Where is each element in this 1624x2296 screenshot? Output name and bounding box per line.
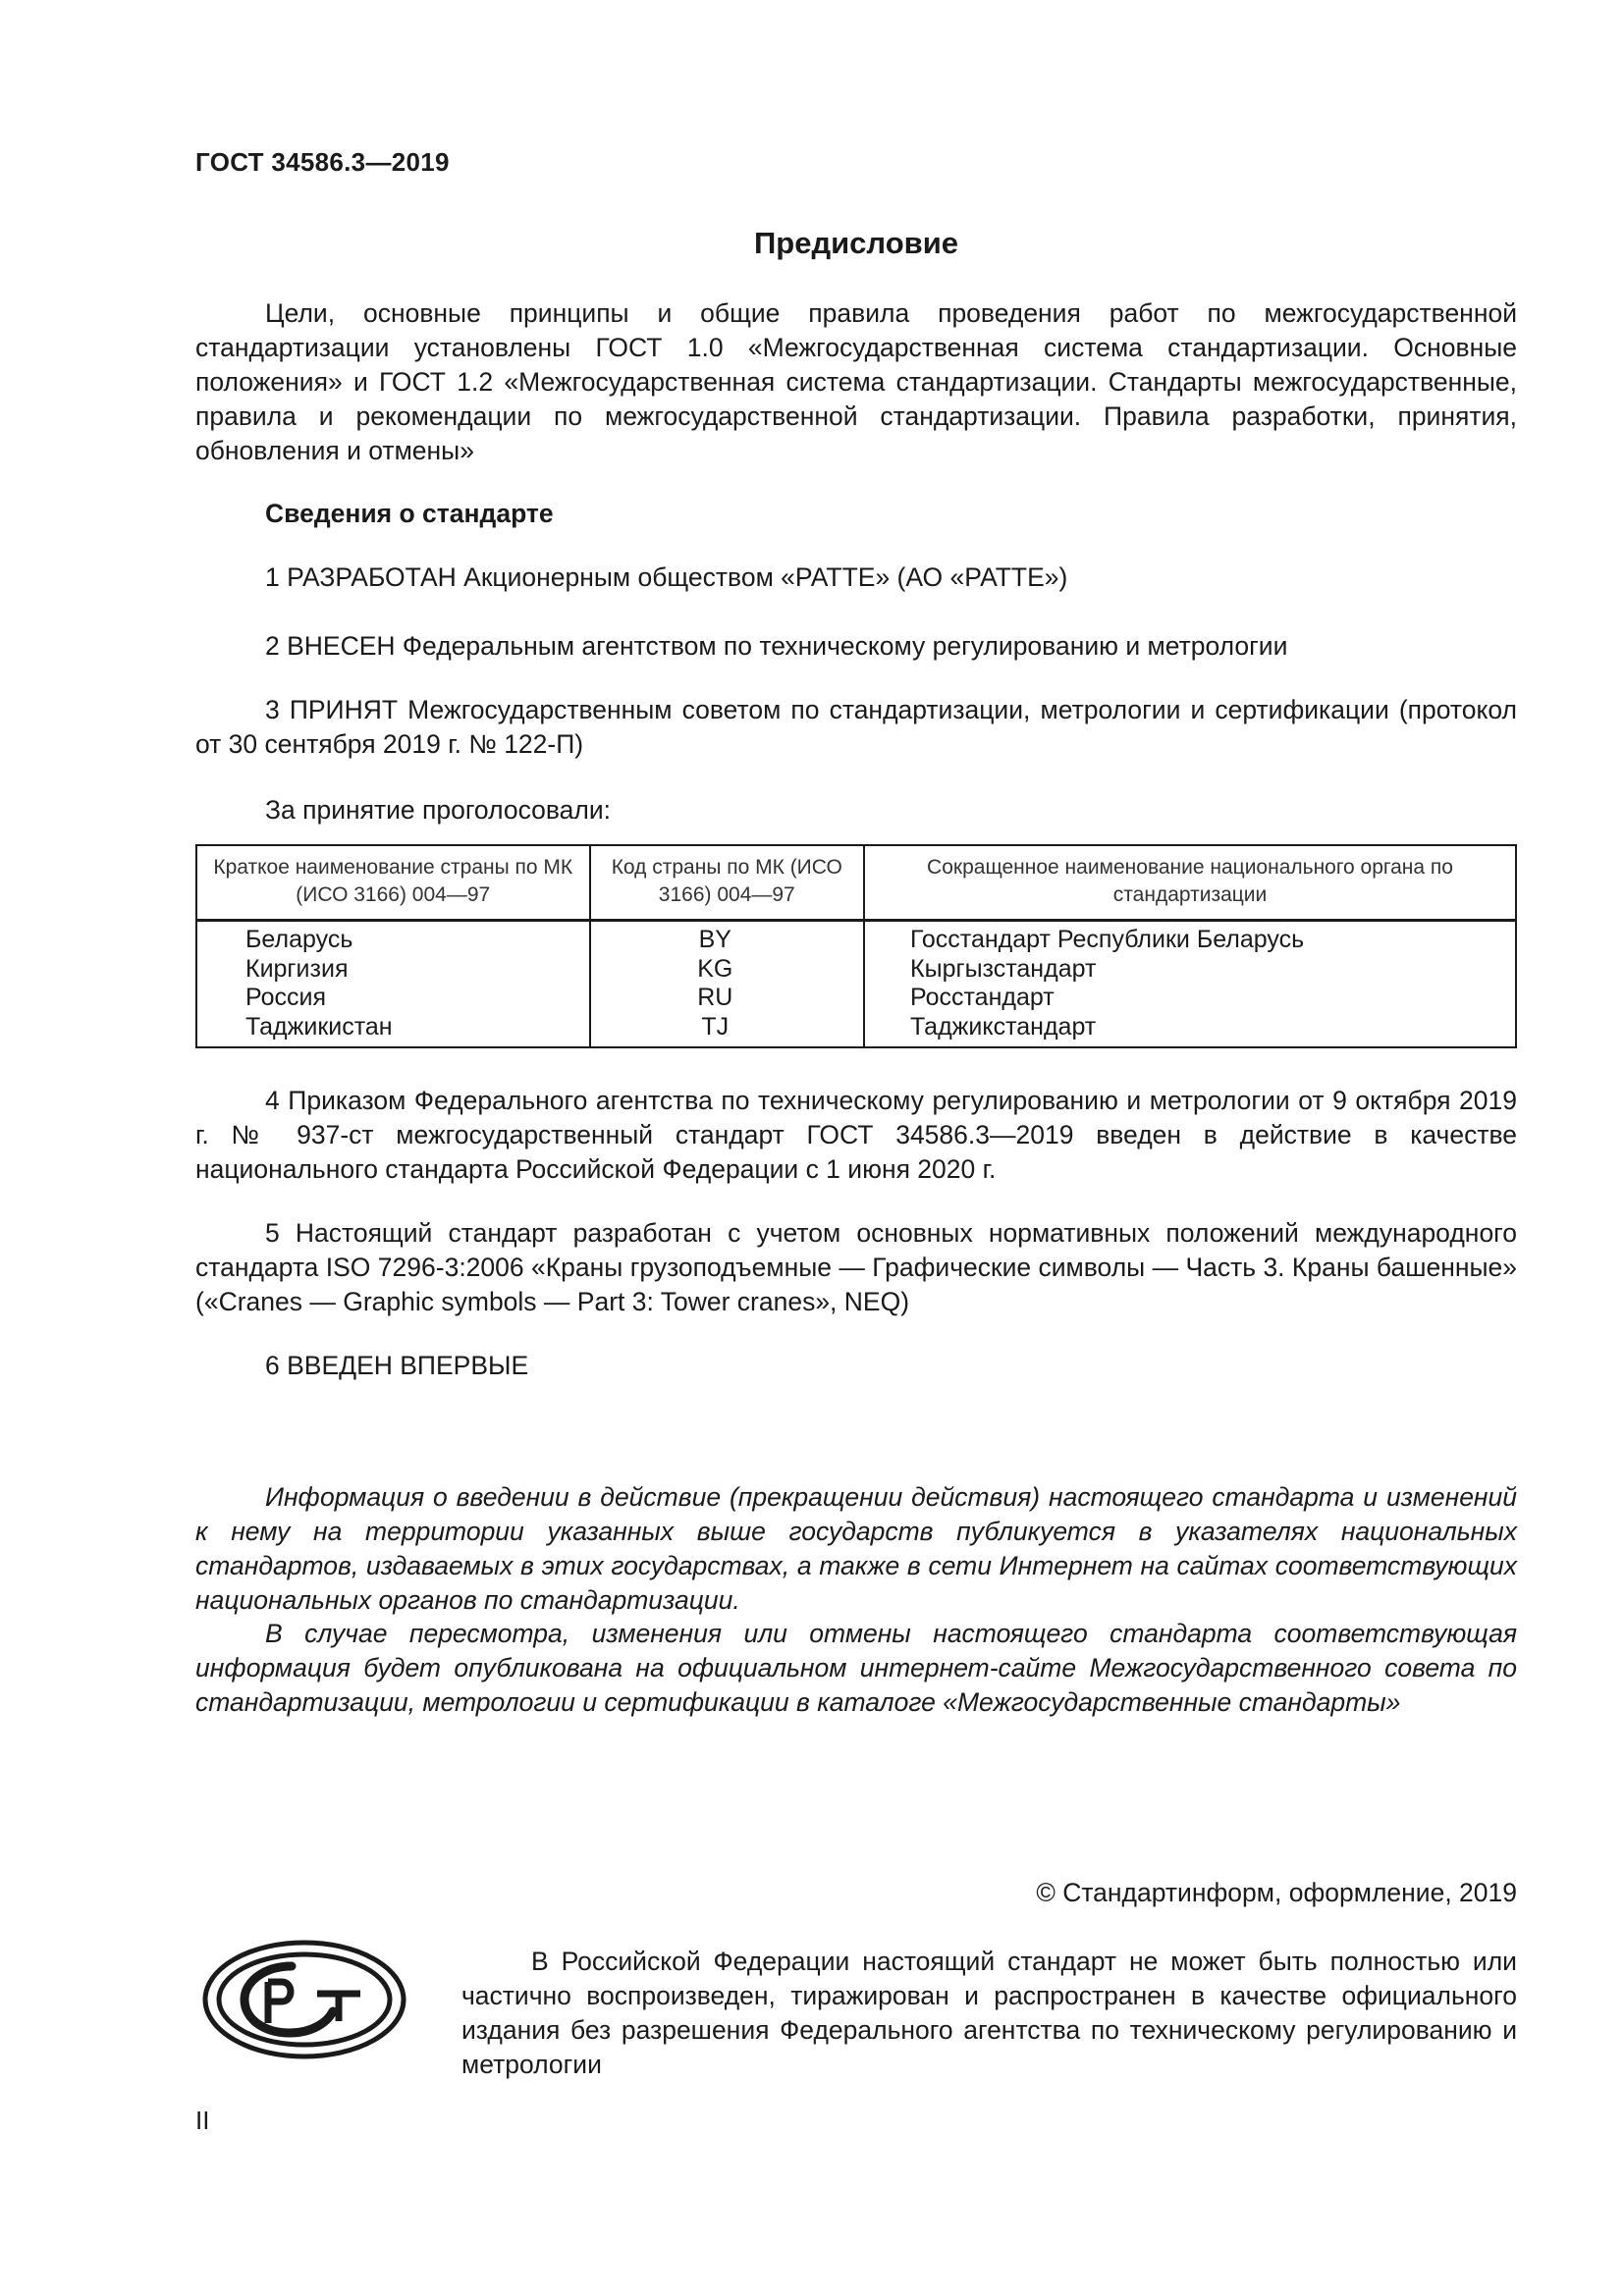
item-6: 6 ВВЕДЕН ВПЕРВЫЕ: [265, 1351, 529, 1380]
table-row: [196, 921, 1516, 955]
notice-paragraph-1: Информация о введении в действие (прекращении действия) настоящего стандарта и изменений к нему на территории указанных выше государств публикуется в указателях национальных стандартов, издаваемых в этих государствах, а также в сети Интернет на сайтах соответствующих национальных органов по стандартизации.: [195, 1482, 1517, 1615]
item-3: 3 ПРИНЯТ Межгосударственным советом по стандартизации, метрологии и сертификации (протокол от 30 сентября 2019 г. № 122-П): [195, 695, 1517, 759]
logo-text: РСТ: [201, 1939, 203, 1940]
national-body: Росстандарт: [864, 984, 1516, 1013]
page-number: II: [195, 2106, 210, 2135]
notice-paragraph-2: В случае пересмотра, изменения или отмены настоящего стандарта соответствующая информация будет опубликована на официальном интернет-сайте Межгосударственного совета по стандартизации, метрологии и сертификации в каталоге «Межгосударственные стандарты»: [195, 1619, 1517, 1717]
voting-table: [195, 844, 1517, 1048]
document-page: [195, 0, 1517, 2296]
table-row: [196, 955, 1516, 985]
rst-logo: [201, 1939, 407, 2061]
section-heading: Сведения о стандарте: [265, 499, 554, 528]
table-header-row: [196, 845, 1516, 921]
intro-paragraph: Цели, основные принципы и общие правила проведения работ по межгосударственной стандартизации установлены ГОСТ 1.0 «Межгосударственная система стандартизации. Основные положения» и ГОСТ 1.2 «Межгосударственная система стандартизации. Стандарты межгосударственные, правила и рекомендации по межгосударственной стандартизации. Правила разработки, принятия, обновления и отмены»: [195, 298, 1517, 465]
country-name: Беларусь: [196, 921, 590, 955]
item-2: 2 ВНЕСЕН Федеральным агентством по техническому регулированию и метрологии: [265, 631, 1288, 661]
table-row: [196, 984, 1516, 1013]
country-name: Таджикистан: [196, 1013, 590, 1048]
country-name: Россия: [196, 984, 590, 1013]
header-country-name: Краткое наименование страны по МК (ИСО 3166) 004—97: [196, 845, 590, 921]
country-code: TJ: [590, 1013, 865, 1048]
national-body: Кыргызстандарт: [864, 955, 1516, 985]
item-5: 5 Настоящий стандарт разработан с учетом основных нормативных положений международного стандарта ISO 7296-3:2006 «Краны грузоподъемные — Графические символы — Часть 3. Краны башенные» («Cranes — Graphic symbols — Part 3: Tower cranes», NEQ): [195, 1218, 1517, 1316]
document-header: ГОСТ 34586.3—2019: [195, 147, 450, 177]
voted-label: За принятие проголосовали:: [265, 795, 612, 825]
item-1: 1 РАЗРАБОТАН Акционерным обществом «РАТТЕ» (АО «РАТТЕ»): [265, 562, 1068, 592]
header-national-body: Сокращенное наименование национального органа по стандартизации: [864, 845, 1516, 921]
item-4: 4 Приказом Федерального агентства по техническому регулированию и метрологии от 9 октября 2019 г. № 937-ст межгосударственный стандарт ГОСТ 34586.3—2019 введен в действие в качестве национального стандарта Российской Федерации с 1 июня 2020 г.: [195, 1086, 1517, 1184]
footer-notice: В Российской Федерации настоящий стандарт не может быть полностью или частично воспроизведен, тиражирован и распространен в качестве официального издания без разрешения Федерального агентства по техническому регулированию и метрологии: [461, 1947, 1517, 2079]
table-row: [196, 1013, 1516, 1048]
country-name: Киргизия: [196, 955, 590, 985]
national-body: Таджикстандарт: [864, 1013, 1516, 1048]
page-title: Предисловие: [753, 226, 958, 260]
country-code: RU: [590, 984, 865, 1013]
country-code: BY: [590, 921, 865, 955]
country-code: KG: [590, 955, 865, 985]
header-country-code: Код страны по МК (ИСО 3166) 004—97: [590, 845, 865, 921]
national-body: Госстандарт Республики Беларусь: [864, 921, 1516, 955]
copyright-line: © Стандартинформ, оформление, 2019: [1036, 1878, 1517, 1907]
